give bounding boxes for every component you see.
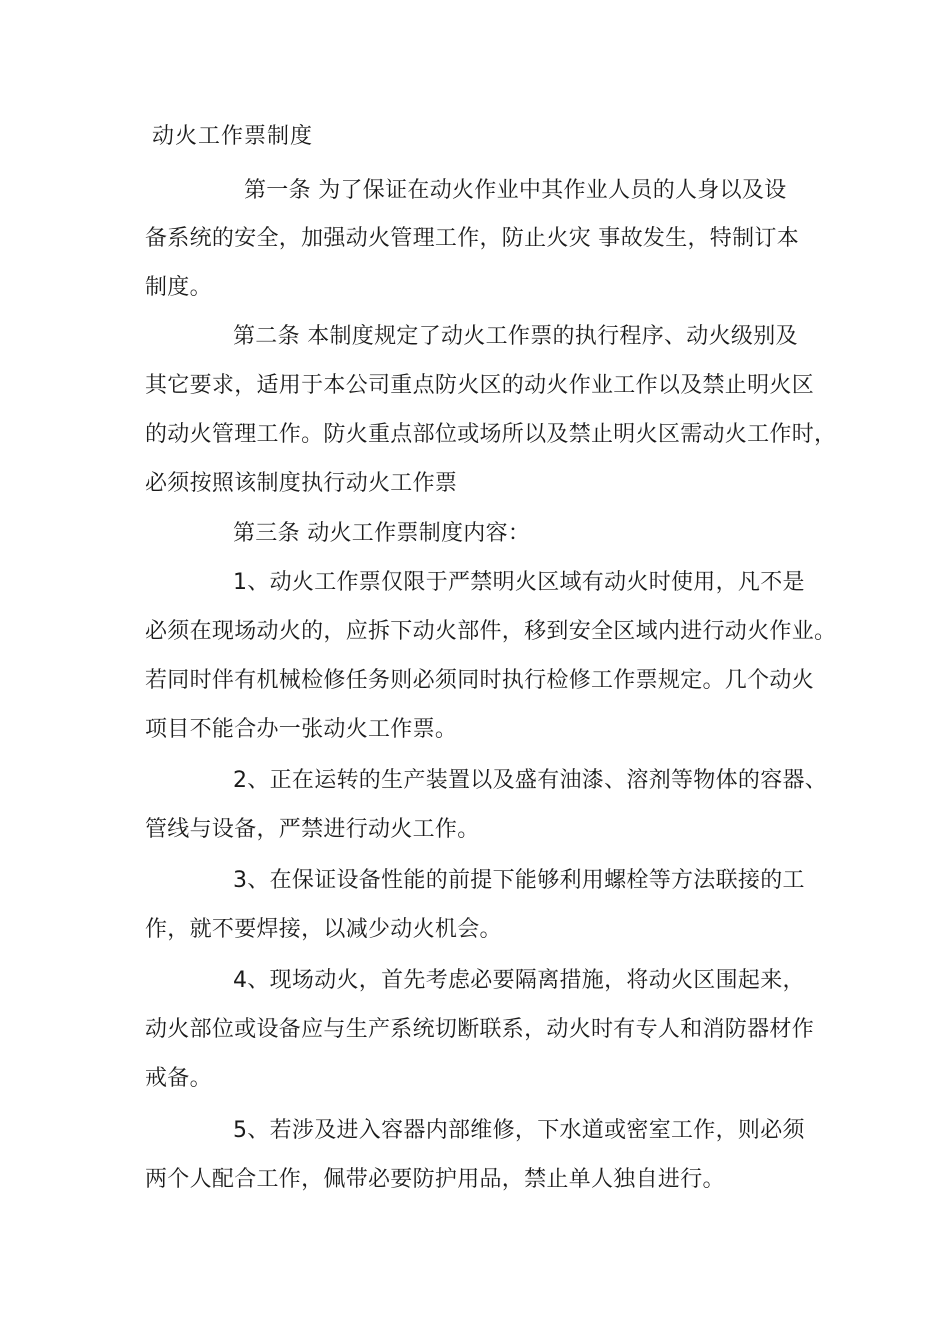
- item-1-line-2: 必须在现场动火的，应拆下动火部件，移到安全区域内进行动火作业。: [145, 619, 837, 644]
- item-5-line-1: 5、若涉及进入容器内部维修，下水道或密室工作，则必须: [233, 1118, 805, 1143]
- para-2-line-4: 必须按照该制度执行动火工作票: [145, 471, 458, 496]
- item-4-line-3: 戒备。: [145, 1066, 212, 1091]
- para-2-line-3: 的动火管理工作。防火重点部位或场所以及禁止明火区需动火工作时，: [145, 422, 837, 447]
- item-2-line-2: 管线与设备，严禁进行动火工作。: [145, 817, 480, 842]
- item-5-line-2: 两个人配合工作，佩带必要防护用品，禁止单人独自进行。: [145, 1167, 725, 1192]
- item-2-line-1: 2、正在运转的生产装置以及盛有油漆、溶剂等物体的容器、: [233, 768, 828, 793]
- item-3-line-2: 作，就不要焊接，以减少动火机会。: [145, 917, 502, 942]
- item-1-line-1: 1、动火工作票仅限于严禁明火区域有动火时使用，凡不是: [233, 570, 805, 595]
- item-4-line-1: 4、现场动火，首先考虑必要隔离措施，将动火区围起来，: [233, 968, 805, 993]
- para-2-line-2: 其它要求，适用于本公司重点防火区的动火作业工作以及禁止明火区: [145, 373, 815, 398]
- document-title: 动火工作票制度: [152, 124, 314, 149]
- para-1-line-3: 制度。: [145, 275, 212, 300]
- para-1-line-2: 备系统的安全，加强动火管理工作，防止火灾 事故发生，特制订本: [145, 226, 799, 251]
- para-1-line-1: 第一条 为了保证在动火作业中其作业人员的人身以及设: [244, 178, 787, 203]
- para-2-line-1: 第二条 本制度规定了动火工作票的执行程序、动火级别及: [233, 324, 798, 349]
- para-3-line-1: 第三条 动火工作票制度内容：: [233, 521, 531, 546]
- item-3-line-1: 3、在保证设备性能的前提下能够利用螺栓等方法联接的工: [233, 868, 805, 893]
- item-1-line-3: 若同时伴有机械检修任务则必须同时执行检修工作票规定。几个动火: [145, 668, 815, 693]
- item-4-line-2: 动火部位或设备应与生产系统切断联系，动火时有专人和消防器材作: [145, 1017, 815, 1042]
- item-1-line-4: 项目不能合办一张动火工作票。: [145, 717, 458, 742]
